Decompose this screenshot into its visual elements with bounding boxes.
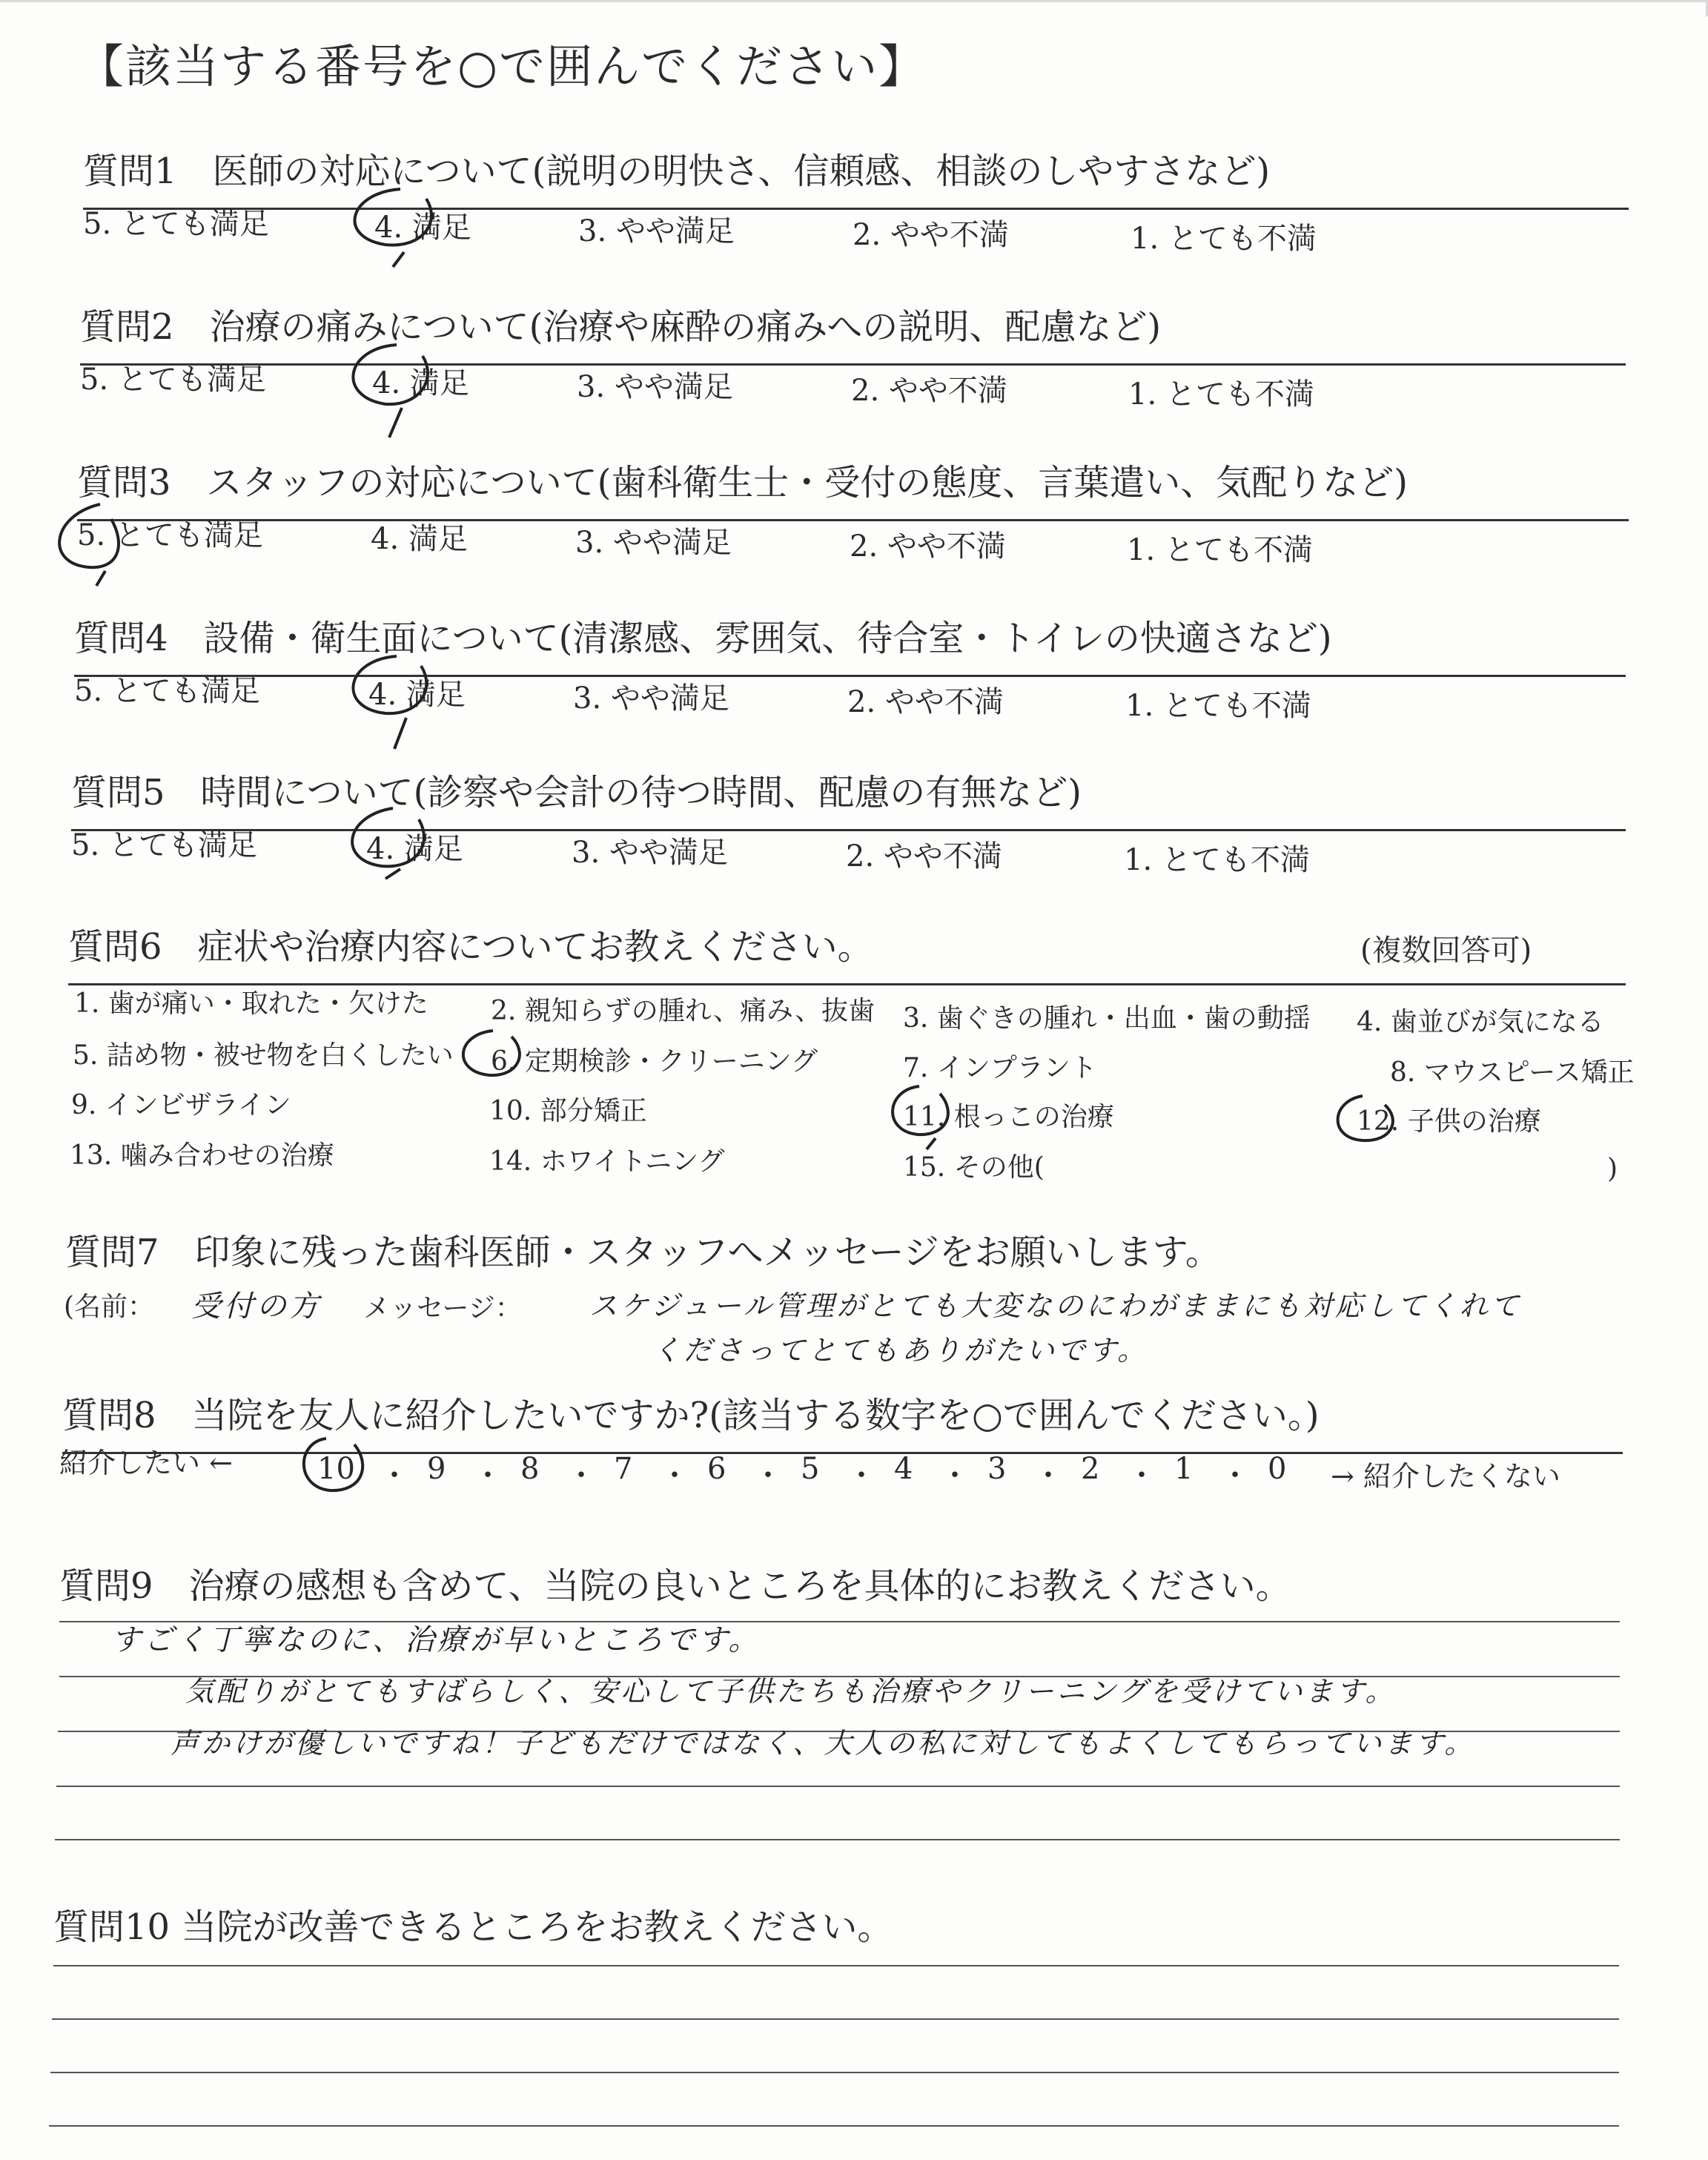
q1-option-4[interactable]: 4. 満足 [374,211,471,245]
scale-sep: ・ [940,1459,970,1493]
q3-option-2[interactable]: 2. やや不満 [850,529,1006,564]
q10-line-2 [52,2018,1619,2020]
multiple-answers-note: (複数回答可) [1360,934,1532,968]
q2-option-3[interactable]: 3. やや満足 [577,370,733,404]
q6-item-12[interactable]: 12. 子供の治療 [1357,1106,1541,1137]
name-handwritten: 受付の方 [191,1289,322,1324]
q1-option-3[interactable]: 3. やや満足 [578,214,735,248]
q4-option-1[interactable]: 1. とても不満 [1125,689,1311,723]
q2-option-4[interactable]: 4. 満足 [372,366,469,400]
q1-option-1[interactable]: 1. とても不満 [1131,222,1317,256]
message-handwritten-line-2: くださってとてもありがたいです。 [652,1334,1148,1367]
q10-line-4 [49,2125,1619,2127]
q3-option-3[interactable]: 3. やや満足 [575,526,732,560]
scale-sep: ・ [1033,1459,1063,1493]
scale-2[interactable]: 2 [1081,1452,1100,1486]
scale-sep: ・ [473,1459,503,1493]
q6-item-15-close: ) [1607,1154,1618,1184]
q9-handwritten-line-3: 声かけが優しいですね！子どもだけではなく、大人の私に対してもよくしてもらっています。 [171,1727,1476,1760]
scale-10[interactable]: 10 [317,1452,355,1486]
q6-item-7[interactable]: 7. インプラント [903,1053,1097,1083]
q5-option-3[interactable]: 3. やや満足 [572,836,728,870]
q4-option-3[interactable]: 3. やや満足 [573,681,729,716]
message-label: メッセージ： [363,1293,522,1324]
scale-sep: ・ [753,1459,783,1493]
question-10-title: 質問10 当院が改善できるところをお教えください。 [53,1906,893,1948]
q6-item-9[interactable]: 9. インビザライン [71,1090,291,1120]
question-4-title: 質問4 設備・衛生面について(清潔感、雰囲気、待合室・トイレの快適さなど) [74,618,1332,659]
q6-item-4[interactable]: 4. 歯並びが気になる [1357,1007,1604,1037]
question-1-rule [83,208,1629,210]
scale-4[interactable]: 4 [894,1452,913,1486]
scale-sep: ・ [1220,1459,1250,1493]
scale-6[interactable]: 6 [707,1452,726,1486]
scale-sep: ・ [660,1459,689,1493]
scale-7[interactable]: 7 [614,1452,633,1486]
q6-item-15[interactable]: 15. その他( [903,1152,1045,1183]
q6-item-8[interactable]: 8. マウスピース矯正 [1390,1057,1635,1088]
scale-1[interactable]: 1 [1174,1452,1194,1486]
message-handwritten-line-1: スケジュール管理がとても大変なのにわがままにも対応してくれて [589,1289,1522,1322]
question-2-title: 質問2 治療の痛みについて(治療や麻酔の痛みへの説明、配慮など) [80,306,1162,348]
q6-item-2[interactable]: 2. 親知らずの腫れ、痛み、抜歯 [491,996,875,1026]
recommend-right-label: → 紹介したくない [1331,1460,1560,1493]
q4-option-2[interactable]: 2. やや不満 [847,685,1004,719]
q5-option-4[interactable]: 4. 満足 [366,832,463,866]
question-2-rule [80,363,1626,366]
q9-line-4 [56,1786,1620,1787]
q6-item-14[interactable]: 14. ホワイトニング [489,1146,725,1177]
scale-sep: ・ [566,1459,596,1493]
q6-item-10[interactable]: 10. 部分矯正 [489,1096,647,1126]
scale-sep: ・ [847,1459,876,1493]
question-7-title: 質問7 印象に残った歯科医師・スタッフへメッセージをお願いします。 [65,1232,1221,1273]
q3-option-4[interactable]: 4. 満足 [371,522,468,556]
question-6-title: 質問6 症状や治療内容についてお教えください。 [68,926,873,968]
q5-option-1[interactable]: 1. とても不満 [1124,843,1310,877]
question-5-rule [71,829,1626,831]
scan-edge [0,0,1708,16]
q6-item-3[interactable]: 3. 歯ぐきの腫れ・出血・歯の動揺 [903,1003,1311,1034]
question-8-title: 質問8 当院を友人に紹介したいですか?(該当する数字を○で囲んでください。) [62,1395,1320,1436]
question-4-rule [74,675,1626,677]
q6-item-11[interactable]: 11. 根っこの治療 [903,1102,1114,1132]
q1-option-5[interactable]: 5. とても満足 [83,207,269,241]
q10-line-3 [50,2072,1619,2073]
survey-title: 【該当する番号を○で囲んでください】 [78,39,927,93]
question-5-title: 質問5 時間について(診察や会計の待つ時間、配慮の有無など) [71,772,1082,813]
q2-option-5[interactable]: 5. とても満足 [80,363,266,397]
q4-option-4[interactable]: 4. 満足 [368,678,466,712]
q2-option-2[interactable]: 2. やや不満 [851,374,1007,408]
q2-option-1[interactable]: 1. とても不満 [1128,377,1314,412]
q9-line-5 [55,1839,1620,1840]
q1-option-2[interactable]: 2. やや不満 [853,218,1009,252]
question-3-rule [77,519,1629,521]
q3-option-5[interactable]: 5. とても満足 [77,518,263,552]
q5-option-5[interactable]: 5. とても満足 [71,828,257,862]
scale-3[interactable]: 3 [987,1452,1007,1486]
scale-sep: ・ [1127,1459,1156,1493]
q6-item-6[interactable]: 6. 定期検診・クリーニング [491,1046,818,1077]
q4-option-5[interactable]: 5. とても満足 [74,674,260,708]
scale-5[interactable]: 5 [801,1452,820,1486]
question-3-title: 質問3 スタッフの対応について(歯科衛生士・受付の態度、言葉遣い、気配りなど) [77,462,1409,503]
scale-0[interactable]: 0 [1268,1452,1287,1486]
q6-item-5[interactable]: 5. 詰め物・被せ物を白くしたい [73,1040,454,1071]
name-label: (名前： [64,1292,155,1322]
q6-item-13[interactable]: 13. 噛み合わせの治療 [70,1140,334,1171]
q10-line-1 [53,1965,1619,1966]
scale-9[interactable]: 9 [427,1452,446,1486]
recommend-left-label: 紹介したい ← [59,1447,233,1479]
q9-handwritten-line-2: 気配りがとてもすばらしく、安心して子供たちも治療やクリーニングを受けています。 [185,1675,1397,1708]
q9-handwritten-line-1: すごく丁寧なのに、治療が早いところです。 [111,1623,761,1657]
scale-8[interactable]: 8 [520,1452,540,1486]
q3-option-1[interactable]: 1. とても不満 [1127,533,1313,567]
question-9-title: 質問9 治療の感想も含めて、当院の良いところを具体的にお教えください。 [59,1565,1291,1607]
scale-sep: ・ [380,1459,409,1493]
q5-option-2[interactable]: 2. やや不満 [846,839,1002,873]
question-1-title: 質問1 医師の対応について(説明の明快さ、信頼感、相談のしやすさなど) [83,151,1271,192]
q6-item-1[interactable]: 1. 歯が痛い・取れた・欠けた [74,988,428,1019]
